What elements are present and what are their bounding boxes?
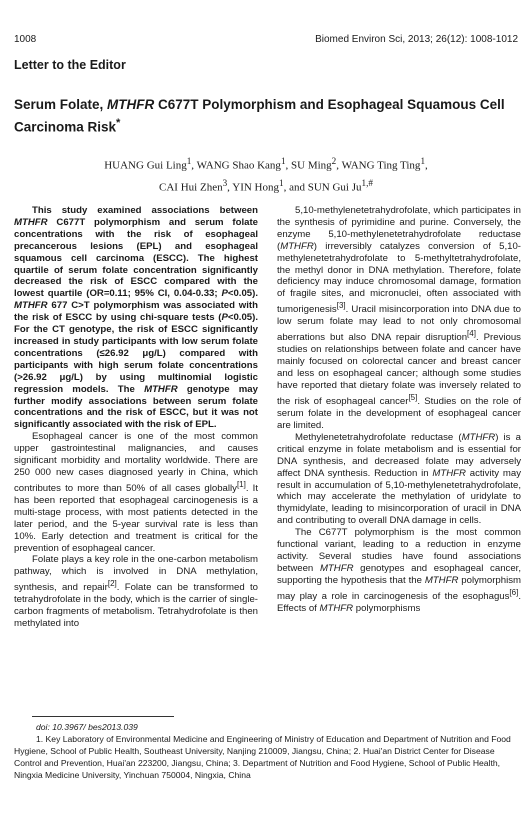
author-name: CAI Hui Zhen [159, 181, 223, 194]
body-paragraph: Esophageal cancer is one of the most common upper gastrointestinal malignancies, and causes significant morbidity and mortality worldwide. There are 250 000 new cases diagnosed yearly in China, which contributes to more than 50% of all cases globally[1]. It has been reported that esophageal carcinogenesis is a multi-stage process, with most patients detected in the later period, and the 5-year survival rate is less than 10%. Early detection and treatment is critical for the prevention of esophageal cancer. [14, 431, 258, 554]
author-line-2: CAI Hui Zhen$^3$, YIN Hong$^1$, and SUN Gui $Ju^{1,\#}$ [159, 177, 373, 194]
author-affiliation-marker: 1 [420, 156, 426, 166]
right-body [277, 205, 521, 615]
article-title: Serum Folate, MTHFR C677T Polymorphism and Esophageal Squamous Cell Carcinoma Risk* [14, 97, 505, 135]
author-list [14, 153, 518, 196]
author-name: YIN Hong [232, 181, 279, 194]
author-affiliation-marker: 1 [279, 177, 284, 188]
footnote-divider [32, 716, 174, 717]
page-header [14, 34, 518, 48]
right-column [277, 205, 521, 615]
body-paragraph: The C677T polymorphism is the most common functional variant, leading to a reduction in enzyme activity. Several studies have found associations between MTHFR genotypes and esophageal cancer, supporting the hypothesis that the MTHFR polymorphism may play a role in carcinogenesis of the esophagus[6]. Effects of MTHFR polymorphisms [277, 527, 521, 614]
page-number: 1008 [14, 34, 37, 45]
author-affiliation-marker: 1 [280, 156, 286, 166]
author-name: HUANG Gui Ling [104, 159, 187, 172]
author-affiliation-marker: 1,# [361, 177, 373, 188]
body-paragraph: Methylenetetrahydrofolate reductase (MTHFR) is a critical enzyme in folate metabolism and is essential for DNA synthesis, and decreased folate may adversely affect DNA synthesis. Reduction in MTHFR activity may result in accumulation of 5,10-methylenetetrahydrofolate, which may accelerate the methylation of uridylate to thymidylate, leading to misincorporation of uracil in DNA and contributing to overall DNA damage in cells. [277, 431, 522, 527]
left-column [14, 205, 258, 630]
body-paragraph: 5,10-methylenetetrahydrofolate, which participates in the synthesis of pyrimidine and purine. Conversely, the enzyme 5,10-methylenetetrahydrofolate reductase (MTHFR) irreversibly catalyzes conversion of 5,10-methylenetetrahydrofolate to 5-methyltetrahydrofolate, the methyl donor in DNA methylation. Therefore, folate deficiency may induce chromosomal damage, formation of fragile sites, and micronuclei, often associated with tumorigenesis[3]. Uracil misincorporation into DNA due to low serum folate may lead to not only chromosomal aberrations but also DNA repair disruption[4]. Previous studies on relationships between folate and cancer have mainly focused on colorectal cancer and breast cancer and less on esophageal cancer; although some studies have reported that dietary folate was inversely related to the risk of esophageal cancer[5]. Studies on the role of serum folate in the development of esophageal cancer are limited. [277, 205, 522, 431]
doi: doi: 10.3967/ bes2013.039 [36, 722, 138, 732]
author-affiliation-marker: 1 [186, 156, 192, 166]
abstract: This study examined associations between MTHFR C677T polymorphism and serum folate concentrations with the risk of esophageal precancerous lesions (EPL) and esophageal squamous cell carcinoma (ESCC). The highest quartile of serum folate concentration significantly decreased the risk of ESCC compared with the lowest quartile (OR=0.11; 95% CI, 0.04-0.33; P<0.05). MTHFR 677 C>T polymorphism was associated with the risk of ESCC by using chi-square tests (P<0.05). For the CT genotype, the risk of ESCC significantly increased in study participants with low serum folate concentrations (≤26.92 μg/L) compared with participants with high serum folate concentrations (>26.92 μg/L) by using multinomial logistic regression models. The MTHFR genotype may further modify associations between serum folate concentrations and the risk of ESCC, but it was not significantly associated with the risk of EPL. [14, 205, 258, 431]
author-line-1: HUANG Gui Ling$^1$, WANG Shao Kang$^1$, SU Ming$^2$, WANG Ting Ting$^1$, [104, 156, 428, 172]
author-affiliation-marker: 2 [331, 156, 337, 166]
author-name: WANG Ting Ting [341, 159, 421, 172]
section-label: Letter to the Editor [14, 58, 126, 72]
author-name: WANG Shao Kang [196, 159, 281, 172]
author-name: SU Ming [291, 159, 332, 172]
footnotes [14, 721, 520, 781]
left-body [14, 431, 258, 630]
journal-citation: Biomed Environ Sci, 2013; 26(12): 1008-1012 [315, 34, 518, 45]
author-name: SUN Gui Ju [307, 181, 362, 194]
body-paragraph: Folate plays a key role in the one-carbon metabolism pathway, which is involved in DNA methylation, synthesis, and repair[2]. Folate can be transformed to tetrahydrofolate in the body, which is the carrier of single-carbon fragments of metabolism. Tetrahydrofolate is then methylated into [14, 554, 259, 630]
author-affiliation-marker: 3 [222, 177, 228, 188]
affiliations: 1. Key Laboratory of Environmental Medicine and Engineering of Ministry of Education and Department of Nutrition and Food Hygiene, School of Public Health, Southeast University, Nanjing 210009, Jiangsu, China; 2. Huai'an District Center for Disease Control and Prevention, Huai'an 223200, Jiangsu, China; 3. Department of Nutrition and Food Hygiene, School of Public Health, Ningxia Medicine University, Yinchuan 750004, Ningxia, China [14, 734, 511, 780]
